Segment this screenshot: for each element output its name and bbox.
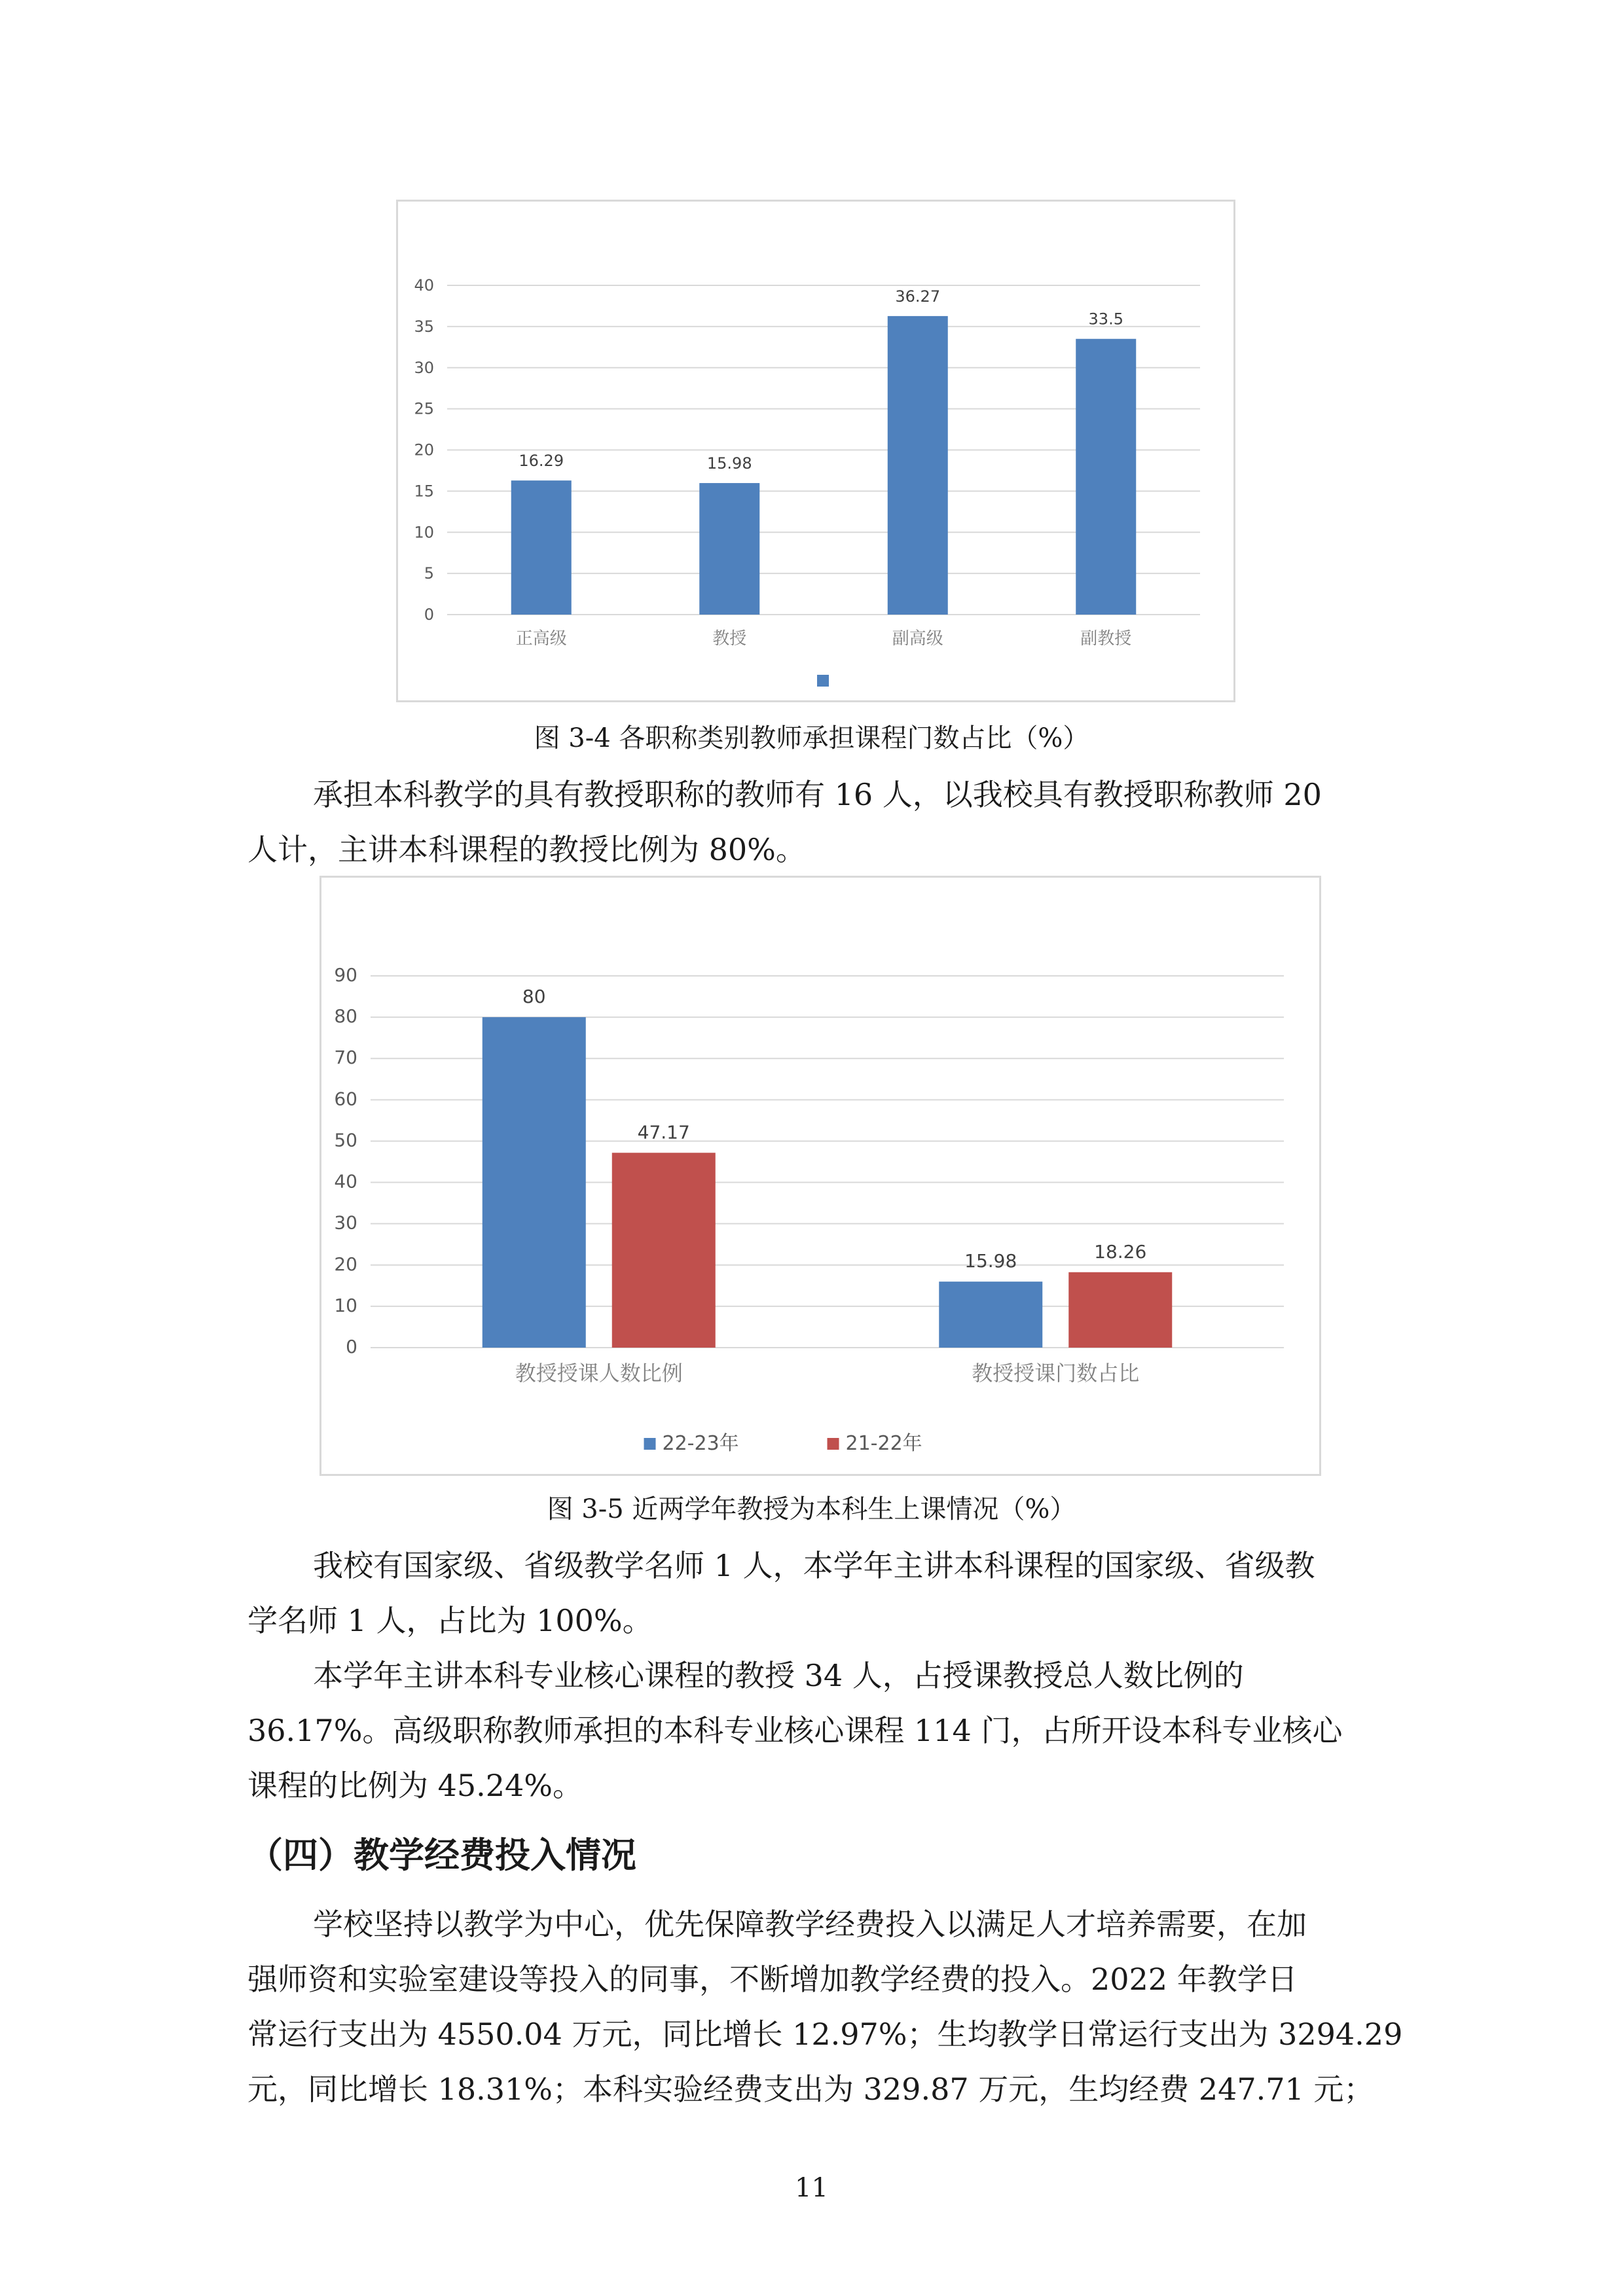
y-tick-label: 25: [414, 399, 434, 418]
legend-swatch: [828, 1438, 839, 1450]
bar: [612, 1153, 716, 1348]
y-tick-label: 30: [334, 1211, 357, 1234]
y-tick-label: 0: [346, 1336, 357, 1357]
data-label: 36.27: [895, 287, 941, 306]
legend-label: 21-22年: [845, 1432, 922, 1455]
chart-3-5: [321, 878, 1319, 1474]
y-tick-label: 0: [424, 605, 434, 624]
chart-3-4: [398, 202, 1233, 700]
section-heading: （四）教学经费投入情况: [247, 1835, 636, 1876]
y-tick-label: 80: [334, 1005, 357, 1028]
y-tick-label: 15: [414, 482, 434, 501]
x-category-label: 教授授课人数比例: [515, 1361, 683, 1386]
y-tick-label: 35: [414, 317, 434, 336]
paragraph-line: 常运行支出为 4550.04 万元，同比增长 12.97%；生均教学日常运行支出为 3294.29: [247, 2017, 1403, 2052]
paragraph-2: [247, 1538, 1390, 1648]
y-tick-label: 5: [424, 564, 434, 583]
data-label: 16.29: [519, 452, 564, 471]
bar: [1076, 339, 1136, 615]
data-label: 80: [522, 986, 546, 1008]
y-tick-label: 30: [414, 358, 434, 377]
y-tick-label: 20: [414, 440, 434, 459]
data-label: 33.5: [1088, 310, 1123, 329]
bar: [699, 483, 759, 615]
chart-3-4-frame: [396, 200, 1235, 702]
paragraph-line: 元，同比增长 18.31%；本科实验经费支出为 329.87 万元，生均经费 247.71 元；: [247, 2072, 1374, 2107]
data-label: 15.98: [706, 454, 752, 473]
paragraph-line: 36.17%。高级职称教师承担的本科专业核心课程 114 门，占所开设本科专业核心: [247, 1713, 1343, 1748]
figure-caption-3-4: 图 3-4 各职称类别教师承担课程门数占比（%）: [534, 723, 1089, 753]
paragraph-line: 我校有国家级、省级教学名师 1 人，本学年主讲本科课程的国家级、省级教: [313, 1548, 1315, 1583]
data-label: 18.26: [1094, 1240, 1147, 1263]
paragraph-line: 本学年主讲本科专业核心课程的教授 34 人，占授课教授总人数比例的: [313, 1658, 1244, 1693]
legend-label: 22-23年: [662, 1432, 739, 1455]
bar: [939, 1282, 1042, 1348]
y-tick-label: 10: [334, 1294, 357, 1316]
y-tick-label: 20: [334, 1253, 357, 1275]
paragraph-4: [247, 1897, 1403, 2117]
x-category-label: 教授: [712, 629, 747, 649]
data-label: 47.17: [637, 1121, 690, 1143]
y-tick-label: 40: [334, 1170, 357, 1193]
paragraph-line: 人计，主讲本科课程的教授比例为 80%。: [247, 832, 806, 867]
bar: [888, 316, 948, 615]
paragraph-line: 学名师 1 人，占比为 100%。: [247, 1603, 653, 1638]
legend-swatch: [817, 675, 829, 687]
page-number: 11: [795, 2173, 828, 2203]
x-category-label: 教授授课门数占比: [972, 1361, 1140, 1386]
paragraph-line: 强师资和实验室建设等投入的同事，不断增加教学经费的投入。2022 年教学日: [247, 1962, 1298, 1997]
x-category-label: 副教授: [1080, 629, 1132, 649]
y-tick-label: 70: [334, 1047, 357, 1069]
bar: [511, 480, 572, 615]
paragraph-line: 课程的比例为 45.24%。: [247, 1768, 583, 1803]
y-tick-label: 50: [334, 1129, 357, 1151]
paragraph-line: 学校坚持以教学为中心，优先保障教学经费投入以满足人才培养需要，在加: [313, 1907, 1307, 1942]
y-tick-label: 40: [414, 276, 434, 295]
y-tick-label: 10: [414, 523, 434, 542]
bar: [483, 1017, 586, 1348]
x-category-label: 正高级: [515, 629, 567, 649]
chart-3-5-frame: [319, 876, 1321, 1476]
paragraph-1: [247, 767, 1390, 877]
data-label: 15.98: [964, 1250, 1017, 1272]
y-tick-label: 60: [334, 1088, 357, 1110]
y-tick-label: 90: [334, 964, 357, 986]
figure-caption-3-5: 图 3-5 近两学年教授为本科生上课情况（%）: [547, 1494, 1076, 1524]
paragraph-3: [247, 1648, 1390, 1813]
legend-swatch: [644, 1438, 656, 1450]
x-category-label: 副高级: [892, 629, 943, 649]
paragraph-line: 承担本科教学的具有教授职称的教师有 16 人，以我校具有教授职称教师 20: [313, 777, 1322, 812]
bar: [1068, 1272, 1172, 1348]
